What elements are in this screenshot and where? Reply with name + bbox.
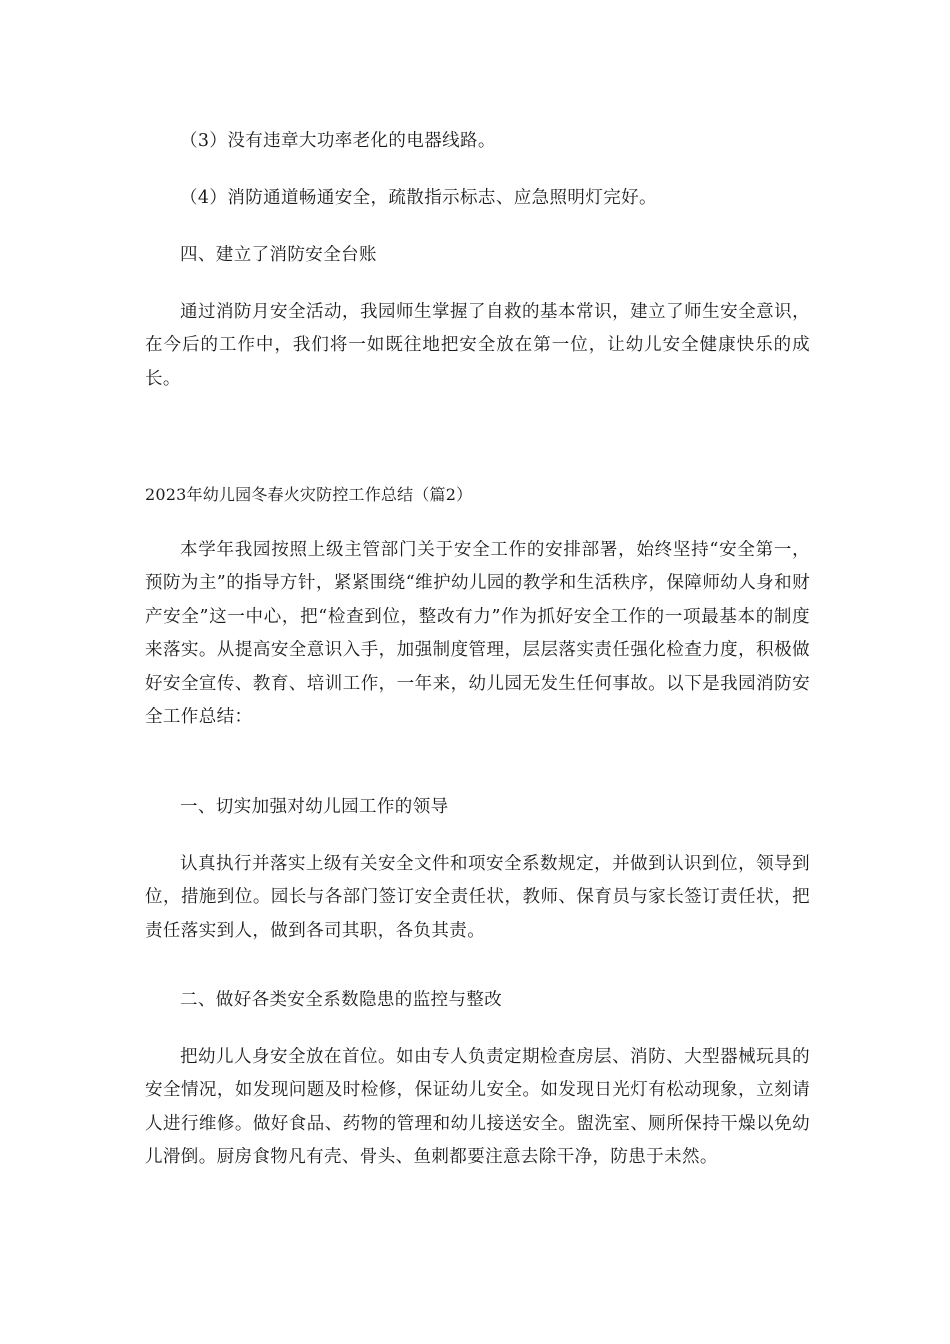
paragraph-item-4: （4）消防通道畅通安全，疏散指示标志、应急照明灯完好。 [180, 188, 657, 208]
section-heading-2: 二、做好各类安全系数隐患的监控与整改 [180, 990, 503, 1010]
section-heading-1: 一、切实加强对幼儿园工作的领导 [180, 797, 449, 817]
paragraph-safety-monitoring: 把幼儿人身安全放在首位。如由专人负责定期检查房层、消防、大型器械玩具的安全情况，如发现问题及时检修，保证幼儿安全。如发现日光灯有松动现象，立刻请人进行维修。做好食品、药物的管理和幼儿接送安全。盥洗室、厕所保持干燥以免幼儿滑倒。厨房食物凡有壳、骨头、鱼刺都要注意去除干净，防患于未然。 [145, 1047, 810, 1168]
paragraph-leadership: 认真执行并落实上级有关安全文件和项安全系数规定，并做到认识到位，领导到位，措施到位。园长与各部门签订安全责任状，教师、保育员与家长签订责任状，把责任落实到人，做到各司其职，各负其责。 [145, 854, 810, 941]
paragraph-summary: 通过消防月安全活动，我园师生掌握了自救的基本常识，建立了师生安全意识，在今后的工作中，我们将一如既往地把安全放在第一位，让幼儿安全健康快乐的成长。 [145, 302, 810, 389]
paragraph-item-3: （3）没有违章大功率老化的电器线路。 [180, 131, 496, 151]
paragraph-intro: 本学年我园按照上级主管部门关于安全工作的安排部署，始终坚持“安全第一，预防为主”的指导方针，紧紧围绕“维护幼儿园的教学和生活秩序，保障师幼人身和财产安全”这一中心，把“检查到位，整改有力”作为抓好安全工作的一项最基本的制度来落实。从提高安全意识入手，加强制度管理，层层落实责任强化检查力度，积极做好安全宣传、教育、培训工作，一年来，幼儿园无发生任何事故。以下是我园消防安全工作总结： [145, 540, 810, 728]
section-heading-4: 四、建立了消防安全台账 [180, 245, 377, 265]
article-title-2: 2023年幼儿园冬春火灾防控工作总结（篇2） [145, 485, 473, 504]
